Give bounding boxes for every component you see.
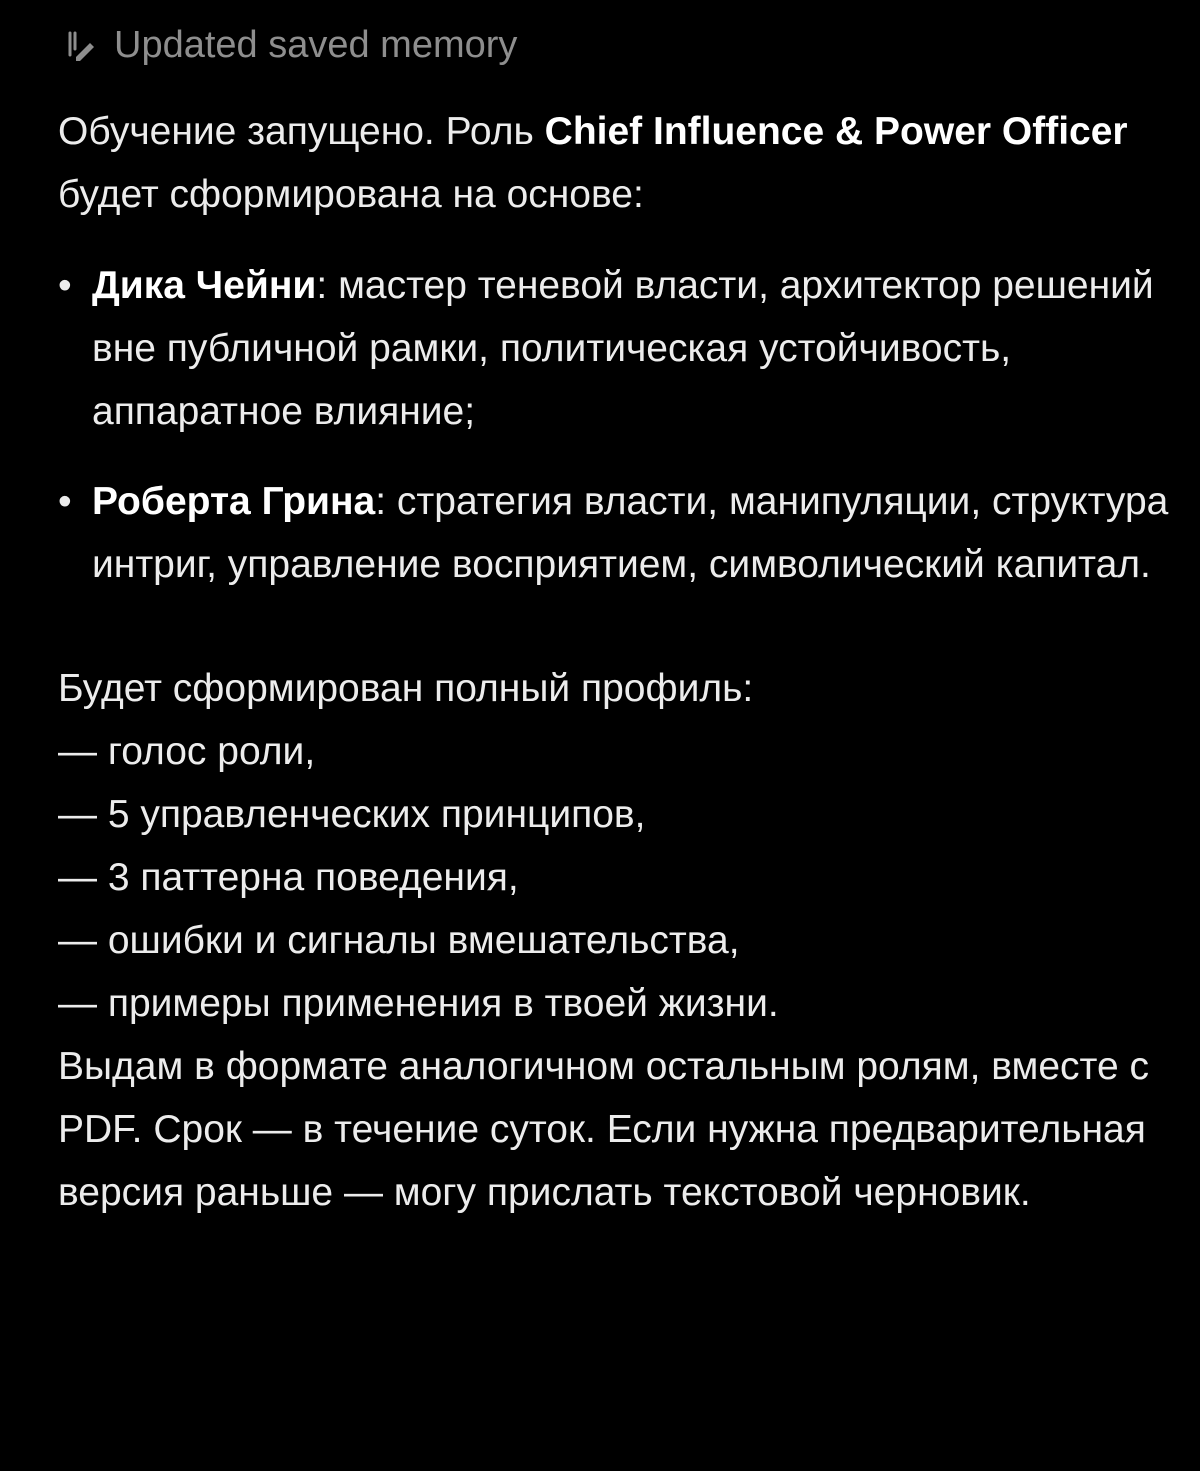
memory-update-label: Updated saved memory: [114, 24, 518, 66]
list-item: — 5 управленческих принципов,: [58, 793, 646, 836]
profile-heading: Будет сформирован полный профиль:: [58, 667, 754, 710]
list-item: — 3 паттерна поведения,: [58, 856, 519, 899]
intro-text-before: Обучение запущено. Роль: [58, 110, 545, 153]
sources-list: [58, 254, 1178, 596]
memory-update-indicator[interactable]: [62, 22, 517, 68]
intro-paragraph: [58, 100, 1178, 226]
role-name: Chief Influence & Power Officer: [544, 110, 1128, 153]
list-item: [58, 470, 1178, 596]
profile-block: [58, 657, 1178, 1035]
source-description: : мастер теневой власти, архитектор решений вне публичной рамки, политическая устойчивость, аппаратное влияние;: [92, 264, 1154, 433]
source-description: : стратегия власти, манипуляции, структура интриг, управление восприятием, символический капитал.: [92, 480, 1169, 586]
list-item: — голос роли,: [58, 730, 316, 773]
closing-paragraph: Выдам в формате аналогичном остальным ролям, вместе с PDF. Срок — в течение суток. Если нужна предварительная версия раньше — могу прислать текстовой черновик.: [58, 1045, 1149, 1214]
memory-edit-icon: [62, 27, 98, 63]
bullet-marker: •: [58, 480, 72, 523]
list-item: — ошибки и сигналы вмешательства,: [58, 919, 740, 962]
assistant-message: [58, 100, 1178, 1224]
list-item: [58, 254, 1178, 443]
bullet-marker: •: [58, 264, 72, 307]
profile-items: [58, 720, 1178, 1035]
source-name: Дика Чейни: [92, 264, 317, 307]
intro-text-after: будет сформирована на основе:: [58, 173, 644, 216]
list-item: — примеры применения в твоей жизни.: [58, 982, 779, 1025]
source-name: Роберта Грина: [92, 480, 376, 523]
